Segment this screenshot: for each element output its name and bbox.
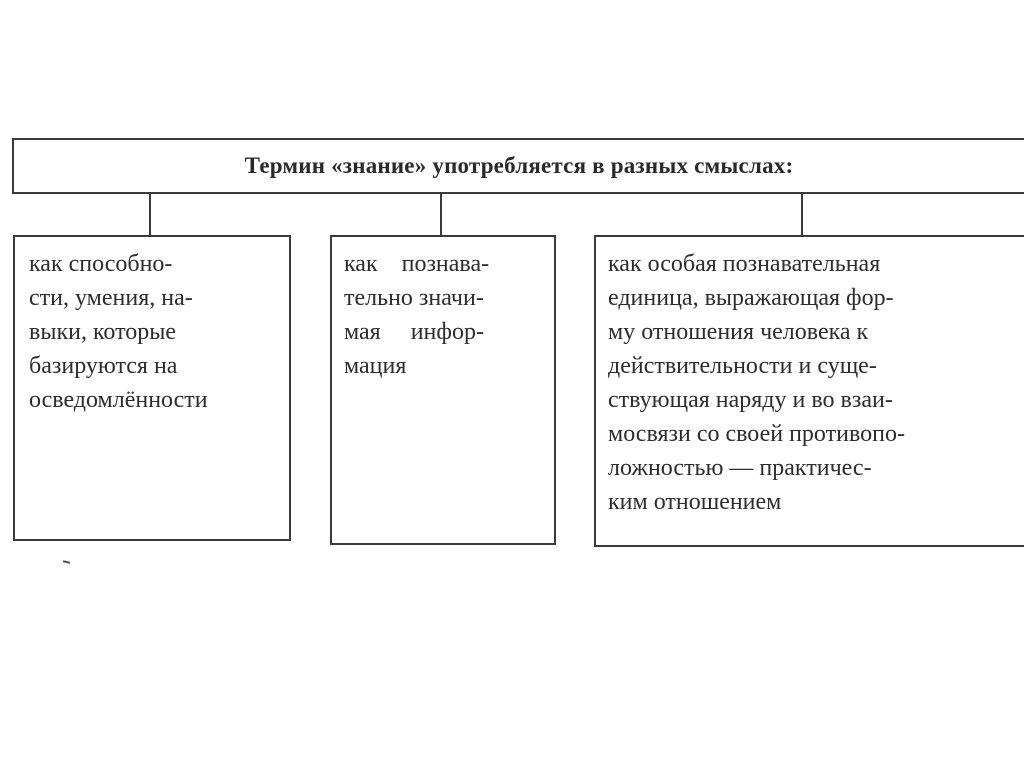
box-line: ким отношением	[608, 489, 782, 515]
connector-right	[801, 194, 803, 236]
header-text: Термин «знание» употребляется в разных смыслах:	[244, 153, 794, 178]
stray-mark	[63, 560, 70, 563]
box-line: единица, выражающая фор-	[608, 285, 894, 311]
meaning-box-skills	[13, 235, 291, 541]
box-line: мация	[344, 353, 407, 379]
box-line: ствующая наряду и во взаи-	[608, 387, 893, 413]
box-line: сти, умения, на-	[29, 285, 193, 311]
meaning-box-information	[330, 235, 556, 545]
box-line: ложностью — практичес-	[608, 455, 872, 481]
box-line: выки, которые	[29, 319, 177, 345]
box-line: как особая познавательная	[608, 251, 881, 277]
box-line: как познава-	[344, 251, 490, 277]
box-line: тельно значи-	[344, 285, 484, 311]
box-line: мая инфор-	[344, 319, 484, 345]
box-line: действительности и суще-	[608, 353, 877, 379]
box-line: му отношения человека к	[608, 319, 869, 345]
header-box	[12, 138, 1024, 194]
box-line: как способно-	[29, 251, 173, 277]
box-line: осведомлённости	[29, 387, 208, 413]
box-line: базируются на	[29, 353, 178, 379]
connector-middle	[440, 194, 442, 236]
meaning-box-cognitive-unit	[594, 235, 1024, 547]
box-line: мосвязи со своей противопо-	[608, 421, 905, 447]
connector-left	[149, 194, 151, 236]
